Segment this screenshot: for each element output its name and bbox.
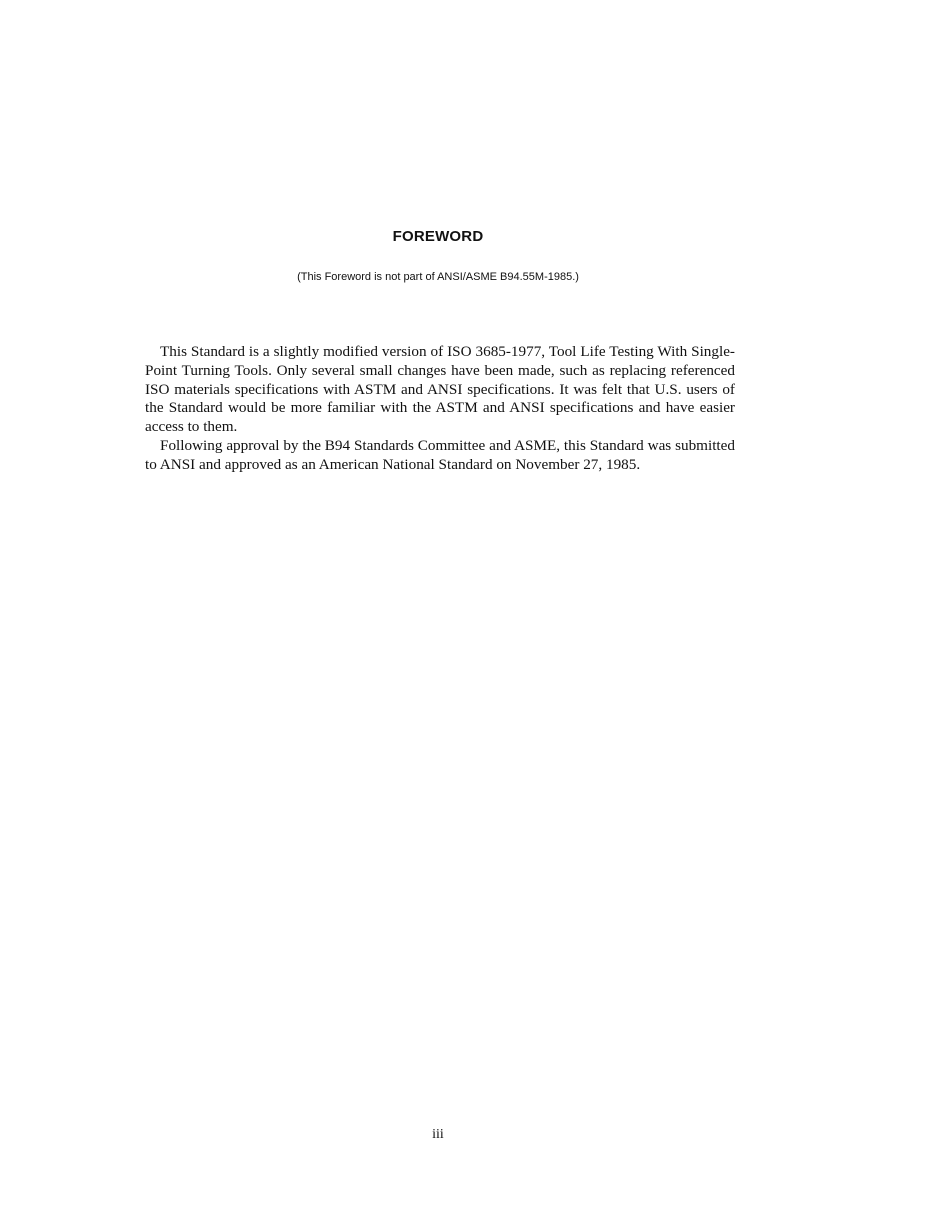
- paragraph-2: Following approval by the B94 Standards Committee and ASME, this Standard was submitted to ANSI and approved as an American National Standard on November 27, 1985.: [145, 436, 735, 473]
- foreword-body: [145, 343, 735, 475]
- page-title: FOREWORD: [392, 228, 484, 245]
- paragraph-1: This Standard is a slightly modified version of ISO 3685-1977, Tool Life Testing With Single-Point Turning Tools. Only several small changes have been made, such as replacing referenced ISO materials specifications with ASTM and ANSI specifications. It was felt that U.S. users of the Standard would be more familiar with the ASTM and ANSI specifications and have easier access to them.: [145, 343, 735, 436]
- foreword-note: (This Foreword is not part of ANSI/ASME B94.55M-1985.): [297, 271, 579, 283]
- page-number: iii: [432, 1127, 444, 1142]
